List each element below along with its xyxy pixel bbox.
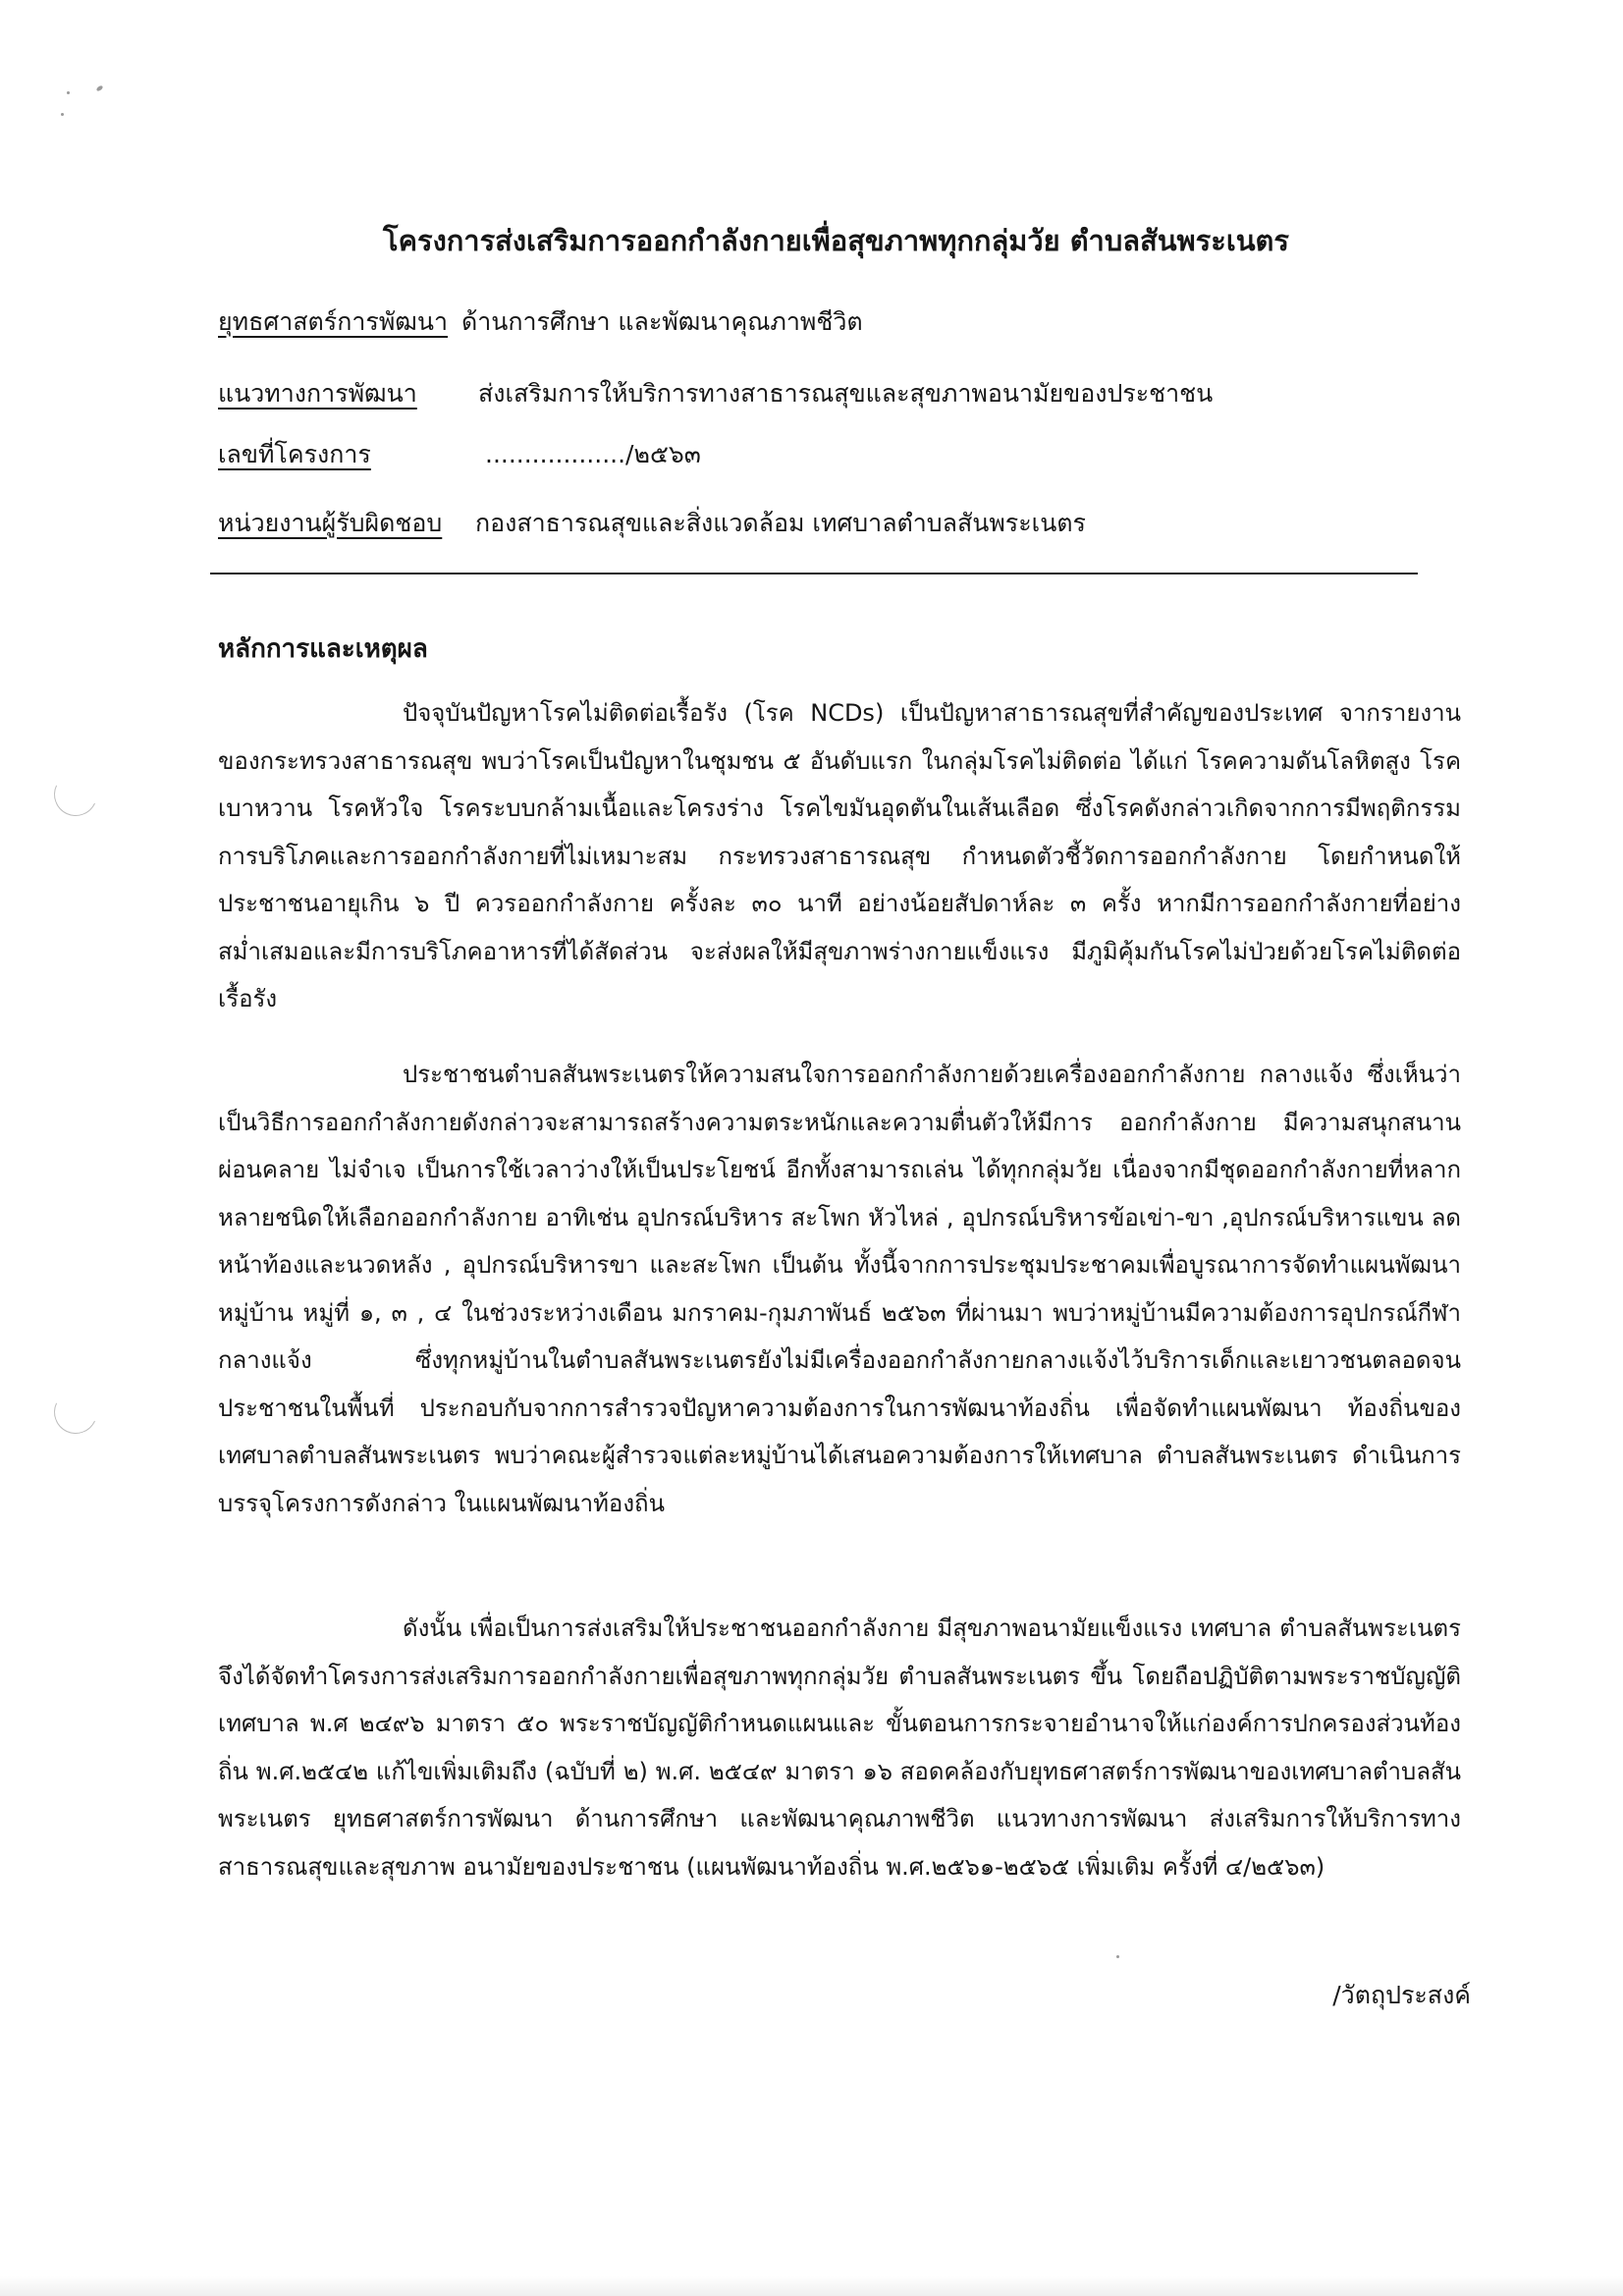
meta-strategy-value: ด้านการศึกษา และพัฒนาคุณภาพชีวิต [461, 307, 863, 336]
scan-speck [67, 91, 70, 94]
meta-project-number-label: เลขที่โครงการ [218, 440, 371, 468]
scan-speck [1116, 1955, 1119, 1958]
paragraph-2: ประชาชนตำบลสันพระเนตรให้ความสนใจการออกกำลังกายด้วยเครื่องออกกำลังกาย กลางแจ้ง ซึ่งเห็นว่าเป็นวิธีการออกกำลังกายดังกล่าวจะสามารถสร้างความตระหนักและความตื่นตัวให้มีการ ออกกำลังกาย มีความสนุกสนาน ผ่อนคลาย ไม่จำเจ เป็นการใช้เวลาว่างให้เป็นประโยชน์ อีกทั้งสามารถเล่น ได้ทุกกลุ่มวัย เนื่องจากมีชุดออกกำลังกายที่หลากหลายชนิดให้เลือกออกกำลังกาย อาทิเช่น อุปกรณ์บริหาร สะโพก หัวไหล่ , อุปกรณ์บริหารข้อเข่า-ขา ,อุปกรณ์บริหารแขน ลดหน้าท้องและนวดหลัง , อุปกรณ์บริหารขา และสะโพก เป็นต้น ทั้งนี้จากการประชุมประชาคมเพื่อบูรณาการจัดทำแผนพัฒนาหมู่บ้าน หมู่ที่ ๑, ๓ , ๔ ในช่วงระหว่างเดือน มกราคม-กุมภาพันธ์ ๒๕๖๓ ที่ผ่านมา พบว่าหมู่บ้านมีความต้องการอุปกรณ์กีฬากลางแจ้ง ซึ่งทุกหมู่บ้านในตำบลสันพระเนตรยังไม่มีเครื่องออกกำลังกายกลางแจ้งไว้บริการเด็กและเยาวชนตลอดจน ประชาชนในพื้นที่ ประกอบกับจากการสำรวจปัญหาความต้องการในการพัฒนาท้องถิ่น เพื่อจัดทำแผนพัฒนา ท้องถิ่นของเทศบาลตำบลสันพระเนตร พบว่าคณะผู้สำรวจแต่ละหมู่บ้านได้เสนอความต้องการให้เทศบาล ตำบลสันพระเนตร ดำเนินการบรรจุโครงการดังกล่าว ในแผนพัฒนาท้องถิ่น [218, 1061, 1461, 1517]
meta-guideline-value: ส่งเสริมการให้บริการทางสาธารณสุขและสุขภาพอนามัยของประชาชน [478, 379, 1214, 408]
meta-agency-row [218, 504, 1086, 547]
meta-project-number-row [218, 435, 701, 478]
meta-strategy-row [218, 302, 863, 346]
horizontal-divider [210, 573, 1418, 574]
meta-agency-label: หน่วยงานผู้รับผิดชอบ [218, 509, 443, 537]
scan-speck [95, 84, 103, 91]
meta-guideline-label: แนวทางการพัฒนา [218, 379, 417, 408]
meta-project-number-value: ................../๒๕๖๓ [485, 440, 701, 468]
scan-edge [0, 2276, 1623, 2296]
meta-agency-value: กองสาธารณสุขและสิ่งแวดล้อม เทศบาลตำบลสันพระเนตร [475, 509, 1086, 537]
punch-hole-mark [48, 767, 103, 822]
section-heading: หลักการและเหตุผล [218, 634, 428, 664]
paragraph-3: ดังนั้น เพื่อเป็นการส่งเสริมให้ประชาชนออกกำลังกาย มีสุขภาพอนามัยแข็งแรง เทศบาล ตำบลสันพระเนตร จึงได้จัดทำโครงการส่งเสริมการออกกำลังกายเพื่อสุขภาพทุกกลุ่มวัย ตำบลสันพระเนตร ขึ้น โดยถือปฏิบัติตามพระราชบัญญัติเทศบาล พ.ศ ๒๔๙๖ มาตรา ๕๐ พระราชบัญญัติกำหนดแผนและ ขั้นตอนการกระจายอำนาจให้แก่องค์การปกครองส่วนท้องถิ่น พ.ศ.๒๕๔๒ แก้ไขเพิ่มเติมถึง (ฉบับที่ ๒) พ.ศ. ๒๕๔๙ มาตรา ๑๖ สอดคล้องกับยุทธศาสตร์การพัฒนาของเทศบาลตำบลสันพระเนตร ยุทธศาสตร์การพัฒนา ด้านการศึกษา และพัฒนาคุณภาพชีวิต แนวทางการพัฒนา ส่งเสริมการให้บริการทางสาธารณสุขและสุขภาพ อนามัยของประชาชน (แผนพัฒนาท้องถิ่น พ.ศ.๒๕๖๑-๒๕๖๕ เพิ่มเติม ครั้งที่ ๔/๒๕๖๓) [218, 1614, 1461, 1881]
meta-guideline-row [218, 374, 1214, 417]
document-title: โครงการส่งเสริมการออกกำลังกายเพื่อสุขภาพทุกกลุ่มวัย ตำบลสันพระเนตร [383, 224, 1289, 257]
continuation-marker: /วัตถุประสงค์ [1332, 1981, 1471, 2009]
paragraph-1: ปัจจุบันปัญหาโรคไม่ติดต่อเรื้อรัง (โรค NCDs) เป็นปัญหาสาธารณสุขที่สำคัญของประเทศ จากรายงานของกระทรวงสาธารณสุข พบว่าโรคเป็นปัญหาในชุมชน ๕ อันดับแรก ในกลุ่มโรคไม่ติดต่อ ได้แก่ โรคความดันโลหิตสูง โรคเบาหวาน โรคหัวใจ โรคระบบกล้ามเนื้อและโครงร่าง โรคไขมันอุดตันในเส้นเลือด ซึ่งโรคดังกล่าวเกิดจากการมีพฤติกรรมการบริโภคและการออกกำลังกายที่ไม่เหมาะสม กระทรวงสาธารณสุข กำหนดตัวชี้วัดการออกกำลังกาย โดยกำหนดให้ประชาชนอายุเกิน ๖ ปี ควรออกกำลังกาย ครั้งละ ๓๐ นาที อย่างน้อยสัปดาห์ละ ๓ ครั้ง หากมีการออกกำลังกายที่อย่างสม่ำเสมอและมีการบริโภคอาหารที่ได้สัดส่วน จะส่งผลให้มีสุขภาพร่างกายแข็งแรง มีภูมิคุ้มกันโรคไม่ป่วยด้วยโรคไม่ติดต่อเรื้อรัง [218, 699, 1461, 1012]
punch-hole-mark [48, 1385, 103, 1440]
meta-strategy-label: ยุทธศาสตร์การพัฒนา [218, 307, 449, 336]
scan-speck [61, 113, 64, 116]
